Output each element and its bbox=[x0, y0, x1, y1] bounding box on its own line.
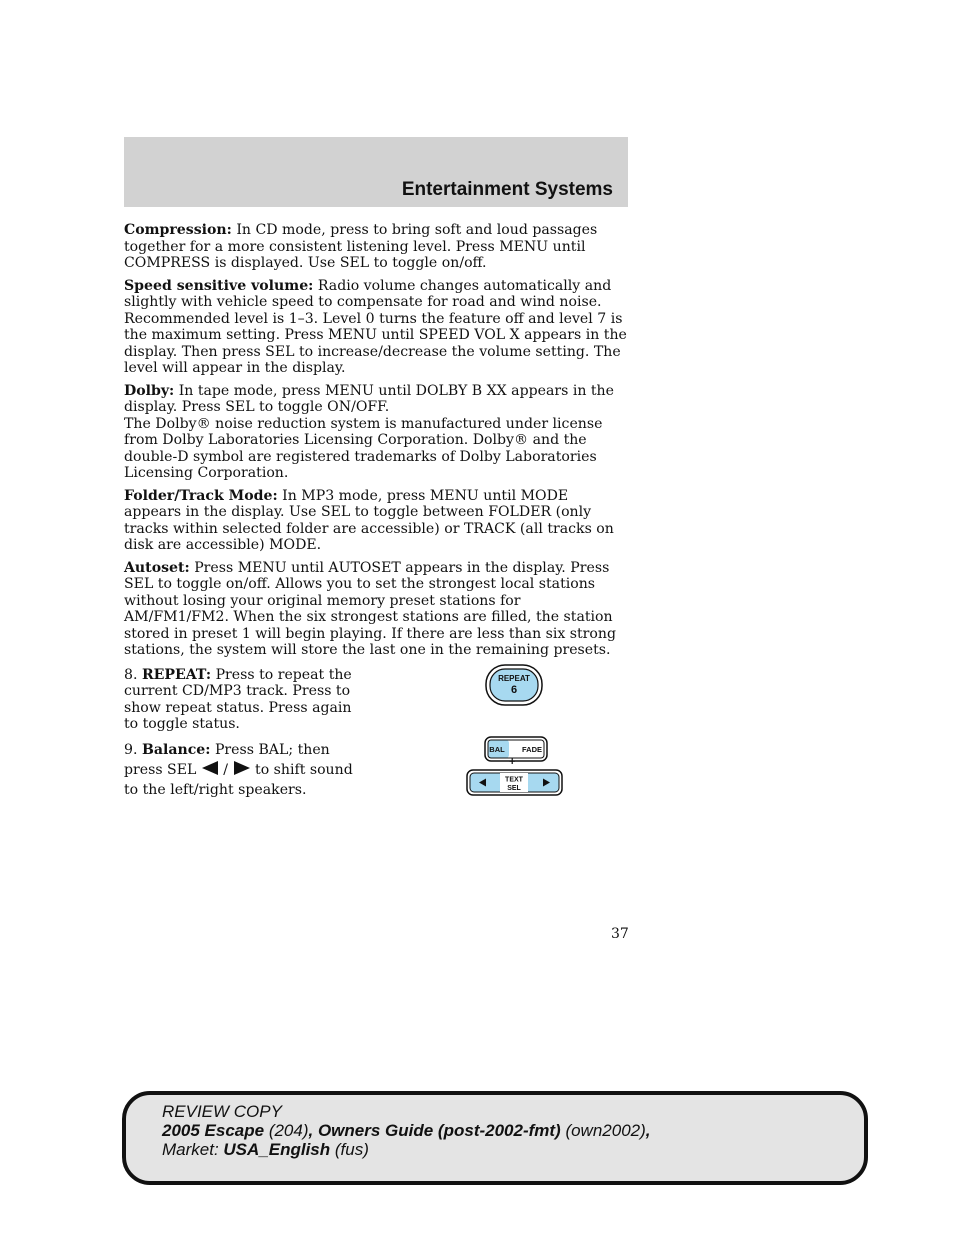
bal-fade-button-illustration bbox=[484, 736, 548, 762]
repeat-button-illustration bbox=[485, 664, 543, 706]
review-copy-text: REVIEW COPY 2005 Escape (204), Owners Guide (post-2002-fmt) (own2002), Market: USA_English (fus) bbox=[162, 1102, 651, 1159]
plus-sign: + bbox=[509, 756, 516, 768]
dolby-trademark-note: The Dolby® noise reduction system is manufactured under license from Dolby Laboratories Licensing Corporation. Dolby® and the double-D symbol are registered trademarks of Dolby Laboratories Licensing Corporation. bbox=[124, 415, 603, 481]
item-balance: 9. Balance: Press BAL; then press SEL / to shift sound to the left/right speakers. bbox=[124, 741, 353, 798]
paragraph-folder-track: Folder/Track Mode: In MP3 mode, press MENU until MODE appears in the display. Use SEL to toggle between FOLDER (only tracks within selected folder are accessible) or TRACK (all tracks on disk are accessible) MODE. bbox=[124, 487, 614, 553]
paragraph-dolby: Dolby: In tape mode, press MENU until DOLBY B XX appears in the display. Press SEL to toggle ON/OFF. The Dolby® noise reduction system is manufactured under license from Dolby Laboratories Licensing Corporation. Dolby® and the double-D symbol are registered trademarks of Dolby Laboratories Licensing Corporation. bbox=[124, 382, 614, 481]
paragraph-compression: Compression: In CD mode, press to bring soft and loud passages together for a more consistent listening level. Press MENU until COMPRESS is displayed. Use SEL to toggle on/off. bbox=[124, 222, 598, 271]
review-copy-box bbox=[122, 1091, 868, 1185]
fade-label: FADE bbox=[521, 745, 543, 754]
left-arrow-icon bbox=[201, 760, 219, 776]
paragraph-autoset: Autoset: Press MENU until AUTOSET appears in the display. Press SEL to toggle on/off. Allows you to set the strongest local stations without losing your original memory preset stations for AM/FM1/FM2. When the six strongest stations are filled, the station stored in preset 1 will begin playing. If there are less than six strong stations, the system will store the last one in the remaining presets. bbox=[124, 559, 617, 658]
repeat-button-label: REPEAT bbox=[498, 674, 530, 683]
paragraph-speed-volume: Speed sensitive volume: Radio volume changes automatically and slightly with vehicle speed to compensate for road and wind noise. Recommended level is 1–3. Level 0 turns the feature off and level 7 is the maximum setting. Press MENU until SPEED VOL X appears in the display. Then press SEL to increase/decrease the volume setting. The level will appear in the display. bbox=[124, 277, 627, 376]
text-sel-button-illustration bbox=[466, 769, 563, 796]
bal-label: BAL bbox=[489, 745, 505, 754]
section-header bbox=[124, 137, 628, 207]
section-title: Entertainment Systems bbox=[401, 179, 613, 200]
review-copy-label: REVIEW COPY bbox=[162, 1102, 282, 1121]
main-content bbox=[124, 222, 627, 806]
repeat-button-number: 6 bbox=[510, 684, 518, 696]
right-arrow-icon bbox=[233, 760, 251, 776]
text-label: TEXT bbox=[505, 776, 523, 784]
sel-label: SEL bbox=[507, 785, 521, 792]
page-number: 37 bbox=[611, 926, 629, 942]
item-repeat: 8. REPEAT: Press to repeat the current CD/MP3 track. Press to show repeat status. Press again to toggle status. bbox=[124, 666, 352, 732]
